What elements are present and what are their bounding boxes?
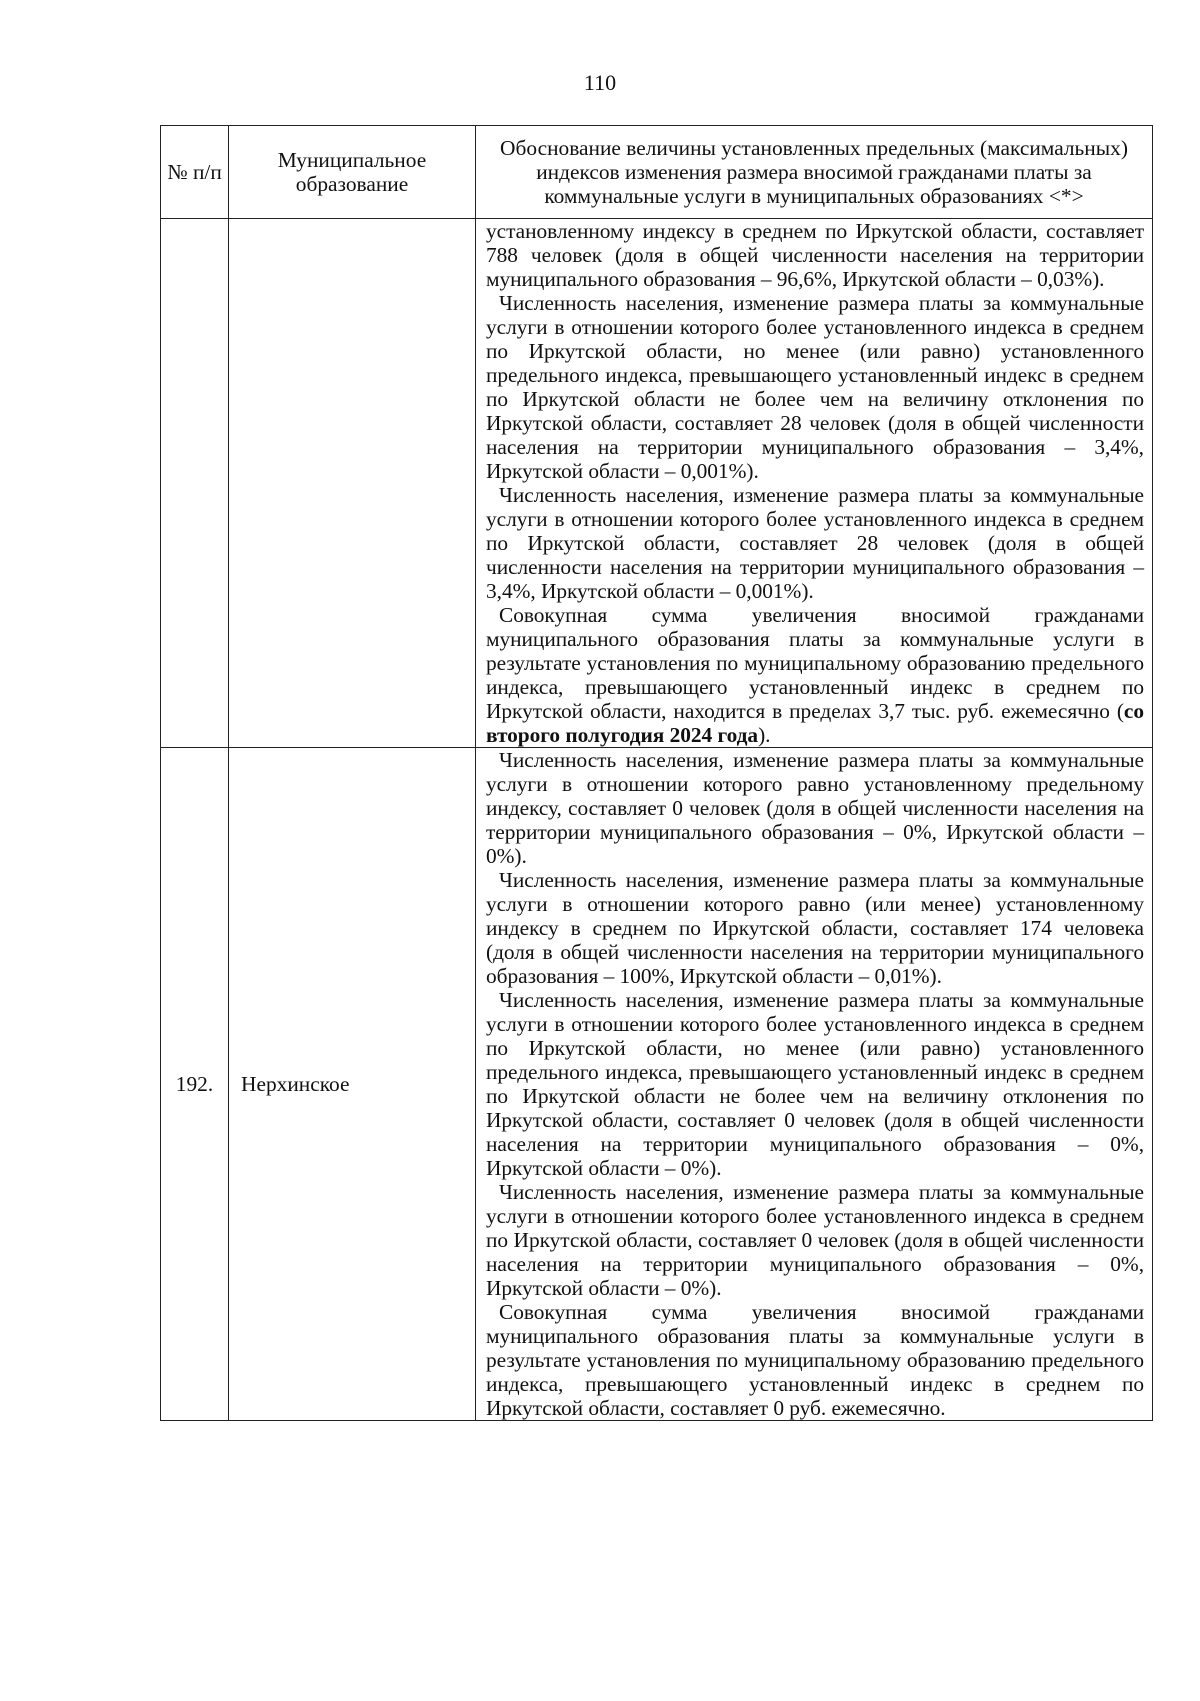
summary-paragraph: Совокупная сумма увеличения вносимой гражданами муниципального образования платы за коммунальные услуги в результате установления по муниципальному образованию предельного индекса, превышающего установленный индекс в среднем по Иркутской области, составляет 0 руб. ежемесячно. <box>486 1300 1144 1420</box>
table-header-row <box>161 126 1153 219</box>
page-number: 110 <box>583 70 617 95</box>
header-justification: Обоснование величины установленных предельных (максимальных) индексов изменения размера вносимой гражданами платы за коммунальные услуги в муниципальных образованиях <*> <box>476 126 1153 219</box>
summary-period: со второго полугодия 2024 года <box>486 699 1144 747</box>
summary-paragraph <box>486 603 1144 747</box>
index-justification-table <box>160 125 1153 1421</box>
header-num: № п/п <box>161 126 229 219</box>
row-justification-cell <box>476 219 1153 748</box>
row-justification-cell <box>476 748 1153 1421</box>
summary-text: Совокупная сумма увеличения вносимой гражданами муниципального образования платы за коммунальные услуги в результате установления по муниципальному образованию предельного индекса, превышающего установленный индекс в среднем по Иркутской области, находится в пределах 3,7 тыс. руб. ежемесячно ( <box>486 603 1144 723</box>
paragraph: Численность населения, изменение размера платы за коммунальные услуги в отношении которого равно установленному предельному индексу, составляет 0 человек (доля в общей численности населения на территории муниципального образования – 0%, Иркутской области – 0%). <box>486 748 1144 868</box>
row-municipality-cell <box>229 219 476 748</box>
header-municipality: Муниципальное образование <box>229 126 476 219</box>
paragraph: Численность населения, изменение размера платы за коммунальные услуги в отношении которого более установленного индекса в среднем по Иркутской области, но менее (или равно) установленного предельного индекса, превышающего установленный индекс в среднем по Иркутской области не более чем на величину отклонения по Иркутской области, составляет 28 человек (доля в общей численности населения на территории муниципального образования – 3,4%, Иркутской области – 0,001%). <box>486 291 1144 483</box>
paragraph: Численность населения, изменение размера платы за коммунальные услуги в отношении которого более установленного индекса в среднем по Иркутской области, составляет 28 человек (доля в общей численности населения на территории муниципального образования – 3,4%, Иркутской области – 0,001%). <box>486 483 1144 603</box>
table-row <box>161 748 1153 1421</box>
row-num-cell: 192. <box>161 748 229 1421</box>
summary-end: ). <box>758 723 771 747</box>
row-municipality-cell: Нерхинское <box>229 748 476 1421</box>
paragraph: Численность населения, изменение размера платы за коммунальные услуги в отношении которого более установленного индекса в среднем по Иркутской области, составляет 0 человек (доля в общей численности населения на территории муниципального образования – 0%, Иркутской области – 0%). <box>486 1180 1144 1300</box>
paragraph: Численность населения, изменение размера платы за коммунальные услуги в отношении которого равно (или менее) установленному индексу в среднем по Иркутской области, составляет 174 человека (доля в общей численности населения на территории муниципального образования – 100%, Иркутской области – 0,01%). <box>486 868 1144 988</box>
paragraph: Численность населения, изменение размера платы за коммунальные услуги в отношении которого более установленного индекса в среднем по Иркутской области, но менее (или равно) установленного предельного индекса, превышающего установленный индекс в среднем по Иркутской области не более чем на величину отклонения по Иркутской области, составляет 0 человек (доля в общей численности населения на территории муниципального образования – 0%, Иркутской области – 0%). <box>486 988 1144 1180</box>
table-row <box>161 219 1153 748</box>
row-num-cell <box>161 219 229 748</box>
paragraph: установленному индексу в среднем по Иркутской области, составляет 788 человек (доля в общей численности населения на территории муниципального образования – 96,6%, Иркутской области – 0,03%). <box>486 219 1144 291</box>
